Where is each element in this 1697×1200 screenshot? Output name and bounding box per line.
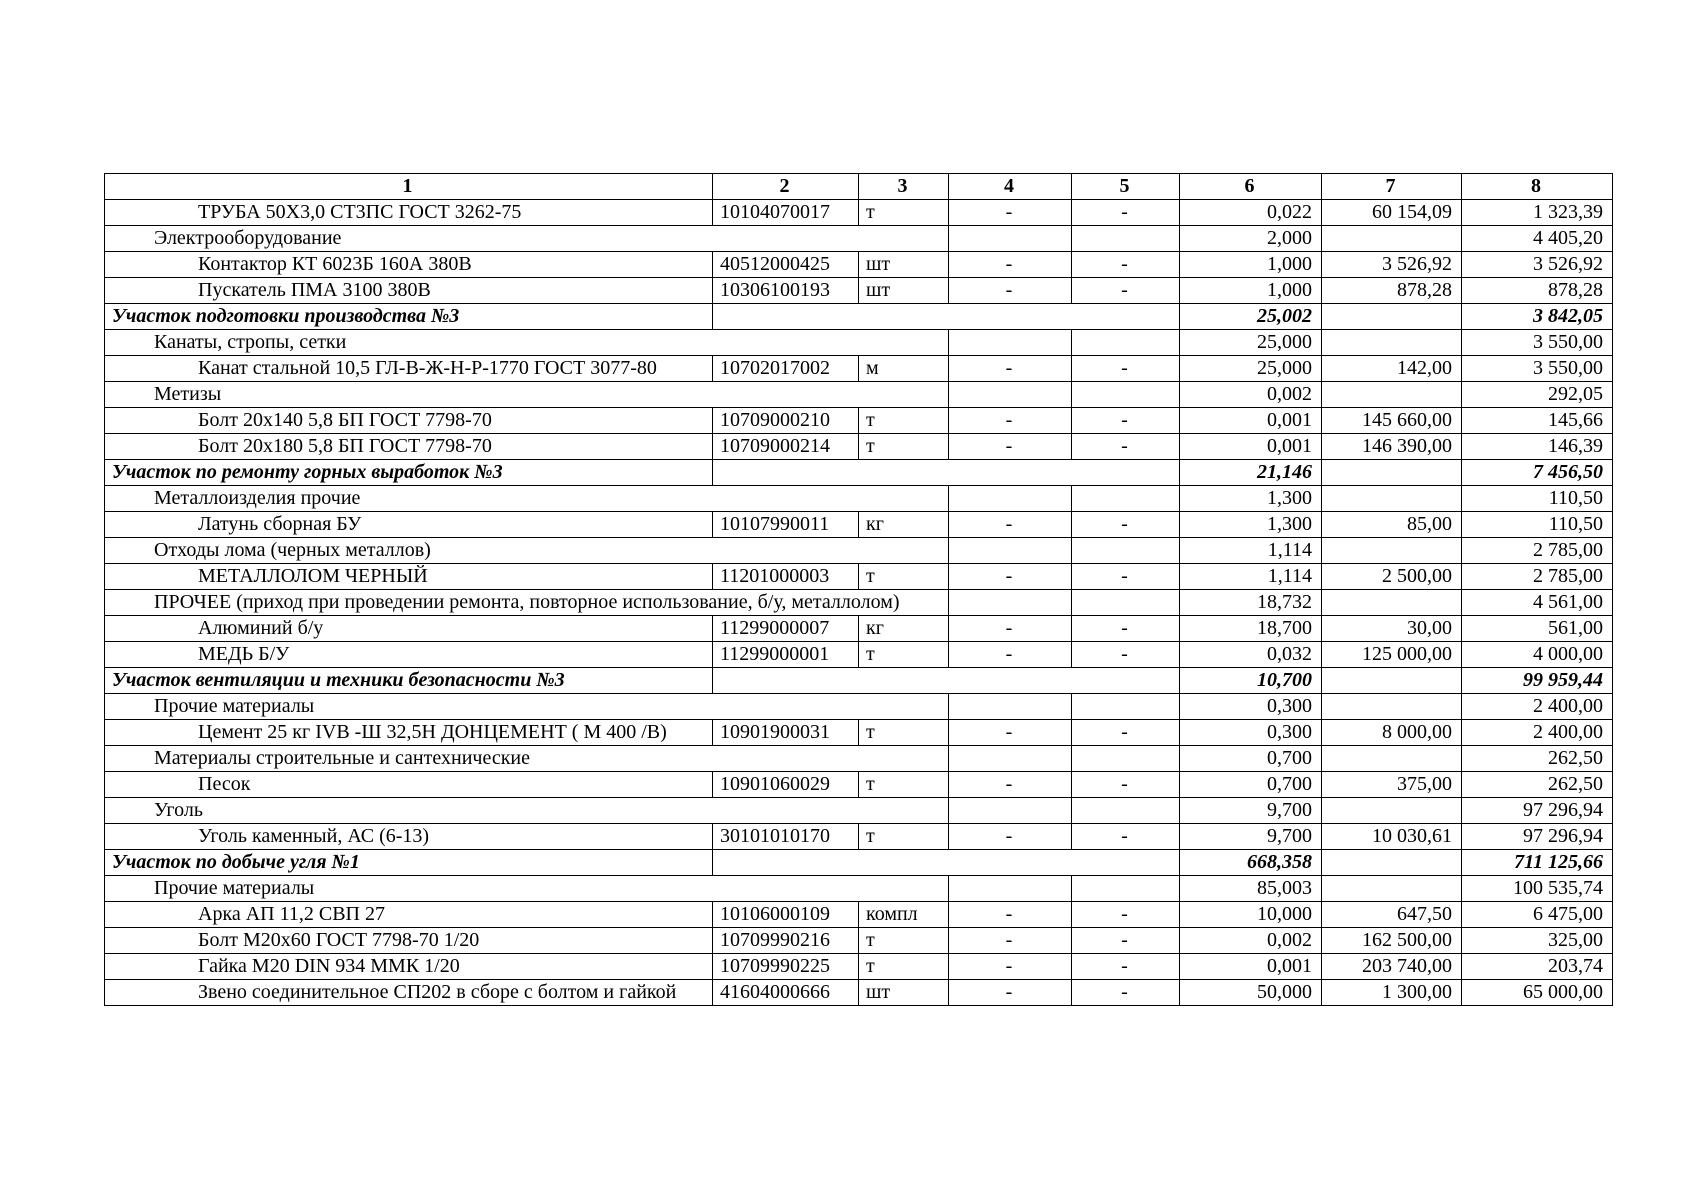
item-code-cell: 41604000666 (713, 980, 859, 1006)
item-code-cell: 40512000425 (713, 252, 859, 278)
section-row (105, 668, 1613, 694)
col4-cell: - (949, 408, 1072, 434)
item-unit-cell: т (859, 564, 949, 590)
col5-cell: - (1072, 408, 1180, 434)
qty-cell: 18,732 (1180, 590, 1322, 616)
empty-cell (949, 746, 1072, 772)
item-row (105, 512, 1613, 538)
item-code-cell: 10709000214 (713, 434, 859, 460)
qty-cell: 1,000 (1180, 278, 1322, 304)
empty-cell (949, 694, 1072, 720)
item-code-cell: 11299000001 (713, 642, 859, 668)
item-unit-cell: т (859, 720, 949, 746)
item-name-cell: Звено соединительное СП202 в сборе с болтом и гайкой (105, 980, 713, 1006)
section-name-cell: Участок вентиляции и техники безопасности №3 (105, 668, 713, 694)
item-code-cell: 10709000210 (713, 408, 859, 434)
header-cell: 5 (1072, 174, 1180, 200)
item-code-cell: 10306100193 (713, 278, 859, 304)
empty-cell (713, 304, 1180, 330)
empty-cell (1072, 486, 1180, 512)
item-unit-cell: шт (859, 252, 949, 278)
qty-cell: 0,002 (1180, 382, 1322, 408)
empty-cell (1322, 746, 1462, 772)
price-cell: 60 154,09 (1322, 200, 1462, 226)
item-row (105, 902, 1613, 928)
item-code-cell: 10709990216 (713, 928, 859, 954)
empty-cell (713, 460, 1180, 486)
qty-cell: 0,001 (1180, 408, 1322, 434)
price-cell: 878,28 (1322, 278, 1462, 304)
item-row (105, 200, 1613, 226)
item-row (105, 252, 1613, 278)
col4-cell: - (949, 772, 1072, 798)
price-cell: 647,50 (1322, 902, 1462, 928)
item-code-cell: 10107990011 (713, 512, 859, 538)
item-row (105, 408, 1613, 434)
group-row (105, 486, 1613, 512)
item-code-cell: 30101010170 (713, 824, 859, 850)
sum-cell: 6 475,00 (1462, 902, 1613, 928)
group-row (105, 330, 1613, 356)
col4-cell: - (949, 928, 1072, 954)
item-unit-cell: т (859, 642, 949, 668)
col5-cell: - (1072, 252, 1180, 278)
empty-cell (1072, 538, 1180, 564)
sum-cell: 561,00 (1462, 616, 1613, 642)
col5-cell: - (1072, 954, 1180, 980)
qty-cell: 85,003 (1180, 876, 1322, 902)
item-unit-cell: т (859, 928, 949, 954)
item-name-cell: МЕДЬ Б/У (105, 642, 713, 668)
empty-cell (1322, 486, 1462, 512)
item-name-cell: Болт М20х60 ГОСТ 7798-70 1/20 (105, 928, 713, 954)
table-body (105, 200, 1613, 1006)
qty-cell: 668,358 (1180, 850, 1322, 876)
sum-cell: 3 550,00 (1462, 330, 1613, 356)
header-row (105, 174, 1613, 200)
qty-cell: 0,300 (1180, 694, 1322, 720)
header-cell: 1 (105, 174, 713, 200)
empty-cell (1072, 590, 1180, 616)
col5-cell: - (1072, 564, 1180, 590)
sum-cell: 262,50 (1462, 772, 1613, 798)
item-name-cell: Алюминий б/у (105, 616, 713, 642)
group-name-cell: Электрооборудование (105, 226, 949, 252)
price-cell: 3 526,92 (1322, 252, 1462, 278)
sum-cell: 65 000,00 (1462, 980, 1613, 1006)
col4-cell: - (949, 902, 1072, 928)
sum-cell: 4 405,20 (1462, 226, 1613, 252)
item-code-cell: 11201000003 (713, 564, 859, 590)
item-row (105, 772, 1613, 798)
col5-cell: - (1072, 434, 1180, 460)
section-name-cell: Участок по ремонту горных выработок №3 (105, 460, 713, 486)
col4-cell: - (949, 278, 1072, 304)
price-cell: 203 740,00 (1322, 954, 1462, 980)
section-row (105, 850, 1613, 876)
item-row (105, 564, 1613, 590)
group-name-cell: Прочие материалы (105, 694, 949, 720)
price-cell: 162 500,00 (1322, 928, 1462, 954)
item-row (105, 954, 1613, 980)
item-code-cell: 10901900031 (713, 720, 859, 746)
col5-cell: - (1072, 928, 1180, 954)
price-cell: 8 000,00 (1322, 720, 1462, 746)
sum-cell: 711 125,66 (1462, 850, 1613, 876)
empty-cell (949, 538, 1072, 564)
qty-cell: 1,300 (1180, 512, 1322, 538)
col5-cell: - (1072, 278, 1180, 304)
col5-cell: - (1072, 720, 1180, 746)
col4-cell: - (949, 564, 1072, 590)
group-name-cell: Отходы лома (черных металлов) (105, 538, 949, 564)
item-unit-cell: т (859, 772, 949, 798)
sum-cell: 145,66 (1462, 408, 1613, 434)
qty-cell: 1,114 (1180, 564, 1322, 590)
qty-cell: 0,700 (1180, 746, 1322, 772)
section-name-cell: Участок по добыче угля №1 (105, 850, 713, 876)
group-row (105, 798, 1613, 824)
qty-cell: 0,032 (1180, 642, 1322, 668)
item-name-cell: ТРУБА 50Х3,0 СТ3ПС ГОСТ 3262-75 (105, 200, 713, 226)
qty-cell: 9,700 (1180, 824, 1322, 850)
qty-cell: 0,002 (1180, 928, 1322, 954)
group-row (105, 590, 1613, 616)
group-name-cell: Канаты, стропы, сетки (105, 330, 949, 356)
item-code-cell: 10709990225 (713, 954, 859, 980)
item-unit-cell: т (859, 824, 949, 850)
empty-cell (949, 382, 1072, 408)
item-unit-cell: т (859, 434, 949, 460)
sum-cell: 4 561,00 (1462, 590, 1613, 616)
col5-cell: - (1072, 772, 1180, 798)
header-cell: 3 (859, 174, 949, 200)
col4-cell: - (949, 954, 1072, 980)
empty-cell (1322, 798, 1462, 824)
group-name-cell: Прочие материалы (105, 876, 949, 902)
empty-cell (1322, 226, 1462, 252)
col4-cell: - (949, 200, 1072, 226)
sum-cell: 292,05 (1462, 382, 1613, 408)
empty-cell (1322, 850, 1462, 876)
col5-cell: - (1072, 902, 1180, 928)
price-cell: 2 500,00 (1322, 564, 1462, 590)
empty-cell (949, 330, 1072, 356)
group-name-cell: Метизы (105, 382, 949, 408)
item-row (105, 720, 1613, 746)
table-header (105, 174, 1613, 200)
item-row (105, 824, 1613, 850)
sum-cell: 110,50 (1462, 512, 1613, 538)
sum-cell: 97 296,94 (1462, 824, 1613, 850)
item-name-cell: Цемент 25 кг IVB -Ш 32,5Н ДОНЦЕМЕНТ ( М 400 /B) (105, 720, 713, 746)
item-code-cell: 10104070017 (713, 200, 859, 226)
item-row (105, 980, 1613, 1006)
sum-cell: 262,50 (1462, 746, 1613, 772)
item-name-cell: Болт 20х180 5,8 БП ГОСТ 7798-70 (105, 434, 713, 460)
item-row (105, 434, 1613, 460)
materials-table (104, 173, 1613, 1006)
item-row (105, 278, 1613, 304)
item-unit-cell: м (859, 356, 949, 382)
qty-cell: 21,146 (1180, 460, 1322, 486)
section-name-cell: Участок подготовки производства №3 (105, 304, 713, 330)
group-row (105, 694, 1613, 720)
group-row (105, 226, 1613, 252)
sum-cell: 100 535,74 (1462, 876, 1613, 902)
empty-cell (1322, 694, 1462, 720)
group-row (105, 746, 1613, 772)
col4-cell: - (949, 720, 1072, 746)
sum-cell: 97 296,94 (1462, 798, 1613, 824)
qty-cell: 1,114 (1180, 538, 1322, 564)
item-unit-cell: кг (859, 512, 949, 538)
item-name-cell: Арка АП 11,2 СВП 27 (105, 902, 713, 928)
item-name-cell: Латунь сборная БУ (105, 512, 713, 538)
empty-cell (1072, 226, 1180, 252)
empty-cell (949, 590, 1072, 616)
sum-cell: 2 785,00 (1462, 538, 1613, 564)
empty-cell (949, 798, 1072, 824)
item-code-cell: 10901060029 (713, 772, 859, 798)
qty-cell: 25,000 (1180, 356, 1322, 382)
price-cell: 85,00 (1322, 512, 1462, 538)
header-cell: 8 (1462, 174, 1613, 200)
item-name-cell: Уголь каменный, АС (6-13) (105, 824, 713, 850)
group-row (105, 538, 1613, 564)
header-cell: 4 (949, 174, 1072, 200)
sum-cell: 110,50 (1462, 486, 1613, 512)
col4-cell: - (949, 616, 1072, 642)
col4-cell: - (949, 434, 1072, 460)
empty-cell (1322, 460, 1462, 486)
col4-cell: - (949, 512, 1072, 538)
group-name-cell: ПРОЧЕЕ (приход при проведении ремонта, повторное использование, б/у, металлолом) (105, 590, 949, 616)
item-row (105, 356, 1613, 382)
col4-cell: - (949, 824, 1072, 850)
empty-cell (1322, 668, 1462, 694)
qty-cell: 0,300 (1180, 720, 1322, 746)
empty-cell (949, 486, 1072, 512)
empty-cell (949, 876, 1072, 902)
sum-cell: 2 400,00 (1462, 720, 1613, 746)
sum-cell: 3 842,05 (1462, 304, 1613, 330)
qty-cell: 1,000 (1180, 252, 1322, 278)
price-cell: 142,00 (1322, 356, 1462, 382)
empty-cell (1322, 538, 1462, 564)
item-unit-cell: т (859, 200, 949, 226)
sum-cell: 2 400,00 (1462, 694, 1613, 720)
sum-cell: 878,28 (1462, 278, 1613, 304)
qty-cell: 10,000 (1180, 902, 1322, 928)
empty-cell (713, 668, 1180, 694)
item-name-cell: Болт 20х140 5,8 БП ГОСТ 7798-70 (105, 408, 713, 434)
item-code-cell: 11299000007 (713, 616, 859, 642)
sum-cell: 325,00 (1462, 928, 1613, 954)
empty-cell (1072, 382, 1180, 408)
qty-cell: 25,002 (1180, 304, 1322, 330)
sum-cell: 4 000,00 (1462, 642, 1613, 668)
sum-cell: 146,39 (1462, 434, 1613, 460)
col5-cell: - (1072, 512, 1180, 538)
qty-cell: 0,001 (1180, 434, 1322, 460)
empty-cell (1322, 876, 1462, 902)
empty-cell (1322, 382, 1462, 408)
group-name-cell: Металлоизделия прочие (105, 486, 949, 512)
qty-cell: 10,700 (1180, 668, 1322, 694)
section-row (105, 460, 1613, 486)
qty-cell: 25,000 (1180, 330, 1322, 356)
qty-cell: 0,700 (1180, 772, 1322, 798)
empty-cell (1072, 876, 1180, 902)
section-row (105, 304, 1613, 330)
price-cell: 125 000,00 (1322, 642, 1462, 668)
header-cell: 6 (1180, 174, 1322, 200)
col5-cell: - (1072, 616, 1180, 642)
qty-cell: 50,000 (1180, 980, 1322, 1006)
col5-cell: - (1072, 356, 1180, 382)
item-unit-cell: шт (859, 980, 949, 1006)
col4-cell: - (949, 356, 1072, 382)
qty-cell: 2,000 (1180, 226, 1322, 252)
sum-cell: 3 550,00 (1462, 356, 1613, 382)
price-cell: 10 030,61 (1322, 824, 1462, 850)
col4-cell: - (949, 980, 1072, 1006)
sum-cell: 99 959,44 (1462, 668, 1613, 694)
col5-cell: - (1072, 642, 1180, 668)
item-row (105, 928, 1613, 954)
qty-cell: 9,700 (1180, 798, 1322, 824)
col4-cell: - (949, 252, 1072, 278)
empty-cell (1322, 590, 1462, 616)
item-name-cell: Контактор КТ 6023Б 160А 380В (105, 252, 713, 278)
price-cell: 30,00 (1322, 616, 1462, 642)
item-unit-cell: шт (859, 278, 949, 304)
item-name-cell: МЕТАЛЛОЛОМ ЧЕРНЫЙ (105, 564, 713, 590)
item-code-cell: 10702017002 (713, 356, 859, 382)
qty-cell: 1,300 (1180, 486, 1322, 512)
price-cell: 1 300,00 (1322, 980, 1462, 1006)
empty-cell (949, 226, 1072, 252)
col4-cell: - (949, 642, 1072, 668)
empty-cell (1072, 746, 1180, 772)
item-unit-cell: компл (859, 902, 949, 928)
item-name-cell: Гайка М20 DIN 934 ММК 1/20 (105, 954, 713, 980)
col5-cell: - (1072, 200, 1180, 226)
sum-cell: 7 456,50 (1462, 460, 1613, 486)
qty-cell: 0,001 (1180, 954, 1322, 980)
empty-cell (1072, 694, 1180, 720)
item-code-cell: 10106000109 (713, 902, 859, 928)
empty-cell (1322, 330, 1462, 356)
group-row (105, 382, 1613, 408)
price-cell: 146 390,00 (1322, 434, 1462, 460)
item-row (105, 616, 1613, 642)
item-name-cell: Канат стальной 10,5 ГЛ-В-Ж-Н-Р-1770 ГОСТ 3077-80 (105, 356, 713, 382)
price-cell: 145 660,00 (1322, 408, 1462, 434)
empty-cell (1072, 330, 1180, 356)
group-name-cell: Уголь (105, 798, 949, 824)
col5-cell: - (1072, 980, 1180, 1006)
sum-cell: 2 785,00 (1462, 564, 1613, 590)
header-cell: 2 (713, 174, 859, 200)
sum-cell: 203,74 (1462, 954, 1613, 980)
item-unit-cell: кг (859, 616, 949, 642)
sum-cell: 1 323,39 (1462, 200, 1613, 226)
empty-cell (1322, 304, 1462, 330)
item-name-cell: Пускатель ПМА 3100 380В (105, 278, 713, 304)
qty-cell: 18,700 (1180, 616, 1322, 642)
empty-cell (1072, 798, 1180, 824)
group-name-cell: Материалы строительные и сантехнические (105, 746, 949, 772)
col5-cell: - (1072, 824, 1180, 850)
item-name-cell: Песок (105, 772, 713, 798)
empty-cell (713, 850, 1180, 876)
item-unit-cell: т (859, 408, 949, 434)
qty-cell: 0,022 (1180, 200, 1322, 226)
sum-cell: 3 526,92 (1462, 252, 1613, 278)
header-cell: 7 (1322, 174, 1462, 200)
item-row (105, 642, 1613, 668)
price-cell: 375,00 (1322, 772, 1462, 798)
group-row (105, 876, 1613, 902)
item-unit-cell: т (859, 954, 949, 980)
